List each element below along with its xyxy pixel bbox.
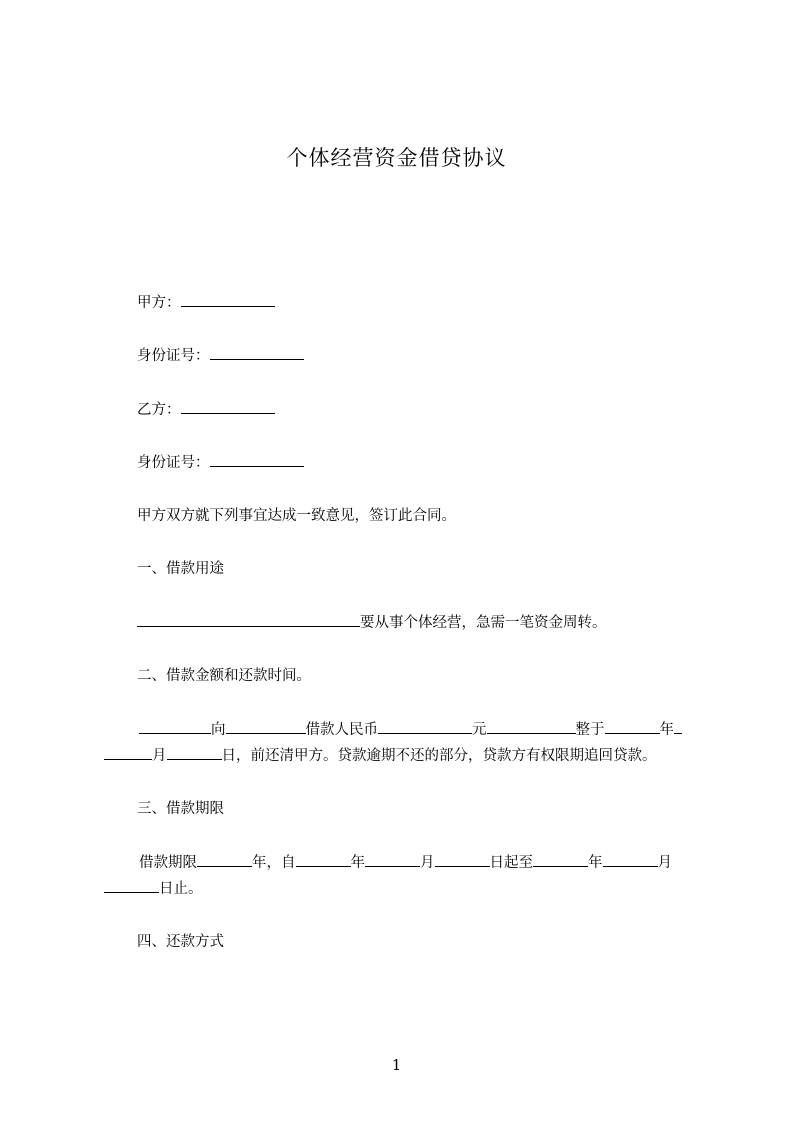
- text-nian: 年: [659, 722, 674, 738]
- section3-heading: 三、借款期限: [137, 801, 224, 817]
- text-zhengyu: 整于: [575, 722, 605, 738]
- text-jiekuan: 借款人民币: [305, 722, 378, 738]
- section1-heading: 一、借款用途: [137, 561, 224, 577]
- section2-line1: [139, 719, 682, 740]
- page-number: 1: [391, 1056, 402, 1074]
- text-nian-zi: 年，自: [252, 855, 296, 871]
- end-year-blank[interactable]: [533, 852, 588, 867]
- text-yue2: 月: [657, 855, 672, 871]
- repay-year-blank[interactable]: [605, 719, 660, 734]
- party-b-line: [137, 399, 275, 420]
- amount-blank[interactable]: [378, 719, 472, 734]
- party-a-blank[interactable]: [181, 292, 275, 307]
- text-qixian: 借款期限: [139, 855, 197, 871]
- text-rizhi: 日止。: [159, 881, 203, 897]
- section2-line2: [104, 745, 657, 766]
- party-a-id-label: 身份证号：: [137, 348, 210, 364]
- text-yue: 月: [420, 855, 435, 871]
- party-b-id-label: 身份证号：: [137, 455, 210, 471]
- end-month-blank[interactable]: [603, 852, 658, 867]
- amount-words-blank[interactable]: [487, 719, 576, 734]
- text-yuan: 元: [472, 722, 487, 738]
- repay-month-blank[interactable]: [104, 745, 152, 760]
- document-title: 个体经营资金借贷协议: [286, 146, 507, 170]
- text-nian2: 年: [588, 855, 603, 871]
- party-b-id-line: [137, 452, 304, 473]
- intro-paragraph: 甲方双方就下列事宜达成一致意见，签订此合同。: [137, 508, 456, 524]
- start-year-blank[interactable]: [296, 852, 351, 867]
- repay-month-blank-start[interactable]: [674, 719, 682, 734]
- term-years-blank[interactable]: [197, 852, 252, 867]
- text-ri-qizhi: 日起至: [489, 855, 533, 871]
- start-month-blank[interactable]: [365, 852, 420, 867]
- repay-day-blank[interactable]: [167, 745, 222, 760]
- party-a-id-blank[interactable]: [210, 345, 304, 360]
- section3-line2: [104, 878, 203, 899]
- section3-line1: [139, 852, 672, 873]
- party-b-id-blank[interactable]: [210, 452, 304, 467]
- text-nian: 年: [350, 855, 365, 871]
- section2-heading: 二、借款金额和还款时间。: [137, 668, 311, 684]
- party-a-line: [137, 292, 275, 313]
- text-yue: 月: [152, 748, 167, 764]
- purpose-blank[interactable]: [137, 612, 360, 627]
- end-day-blank[interactable]: [104, 878, 159, 893]
- section1-text: 要从事个体经营，急需一笔资金周转。: [360, 615, 607, 631]
- section1-paragraph: [137, 612, 607, 633]
- lender-blank[interactable]: [139, 719, 211, 734]
- party-a-id-line: [137, 345, 304, 366]
- party-a-label: 甲方：: [137, 295, 181, 311]
- text-xiang: 向: [211, 722, 226, 738]
- borrower-blank[interactable]: [226, 719, 306, 734]
- party-b-blank[interactable]: [181, 399, 275, 414]
- section4-heading: 四、还款方式: [137, 934, 224, 950]
- start-day-blank[interactable]: [435, 852, 490, 867]
- section2-line2-text: 日，前还清甲方。贷款逾期不还的部分，贷款方有权限期追回贷款。: [221, 748, 657, 764]
- party-b-label: 乙方：: [137, 402, 181, 418]
